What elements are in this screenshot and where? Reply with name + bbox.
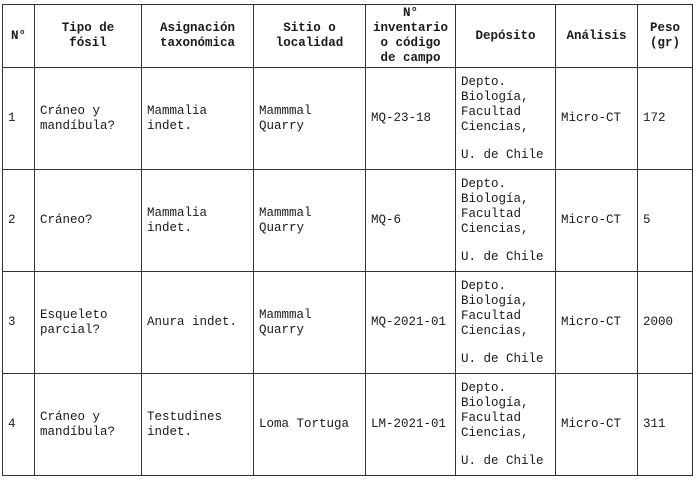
cell-peso: 311 xyxy=(638,374,693,476)
cell-deposito: Depto. Biología, Facultad Ciencias, U. de Chile xyxy=(456,374,556,476)
cell-inventario: MQ-2021-01 xyxy=(366,272,456,374)
cell-deposito: Depto. Biología, Facultad Ciencias, U. de Chile xyxy=(456,170,556,272)
cell-peso: 2000 xyxy=(638,272,693,374)
header-tipo: Tipo de fósil xyxy=(35,5,142,68)
cell-asignacion: Mammalia indet. xyxy=(142,170,254,272)
cell-tipo: Cráneo? xyxy=(35,170,142,272)
cell-asignacion: Testudines indet. xyxy=(142,374,254,476)
cell-analisis: Micro-CT xyxy=(556,272,638,374)
header-asignacion: Asignación taxonómica xyxy=(142,5,254,68)
table-row xyxy=(3,68,693,170)
cell-asignacion: Mammalia indet. xyxy=(142,68,254,170)
cell-tipo: Cráneo y mandíbula? xyxy=(35,68,142,170)
header-peso: Peso (gr) xyxy=(638,5,693,68)
header-row xyxy=(3,5,693,68)
cell-num: 4 xyxy=(3,374,35,476)
cell-analisis: Micro-CT xyxy=(556,68,638,170)
table-row xyxy=(3,374,693,476)
cell-num: 2 xyxy=(3,170,35,272)
fossil-table-wrapper xyxy=(2,4,693,476)
header-num: N° xyxy=(3,5,35,68)
cell-analisis: Micro-CT xyxy=(556,170,638,272)
cell-sitio: Loma Tortuga xyxy=(254,374,366,476)
cell-tipo: Cráneo y mandíbula? xyxy=(35,374,142,476)
cell-inventario: MQ-23-18 xyxy=(366,68,456,170)
cell-tipo: Esqueleto parcial? xyxy=(35,272,142,374)
cell-deposito: Depto. Biología, Facultad Ciencias, U. de Chile xyxy=(456,68,556,170)
cell-inventario: MQ-6 xyxy=(366,170,456,272)
header-inventario: N° inventario o código de campo xyxy=(366,5,456,68)
header-sitio: Sitio o localidad xyxy=(254,5,366,68)
cell-num: 3 xyxy=(3,272,35,374)
cell-num: 1 xyxy=(3,68,35,170)
table-row xyxy=(3,272,693,374)
cell-asignacion: Anura indet. xyxy=(142,272,254,374)
table-row xyxy=(3,170,693,272)
header-deposito: Depósito xyxy=(456,5,556,68)
cell-sitio: Mammmal Quarry xyxy=(254,272,366,374)
cell-sitio: Mammmal Quarry xyxy=(254,170,366,272)
cell-deposito: Depto. Biología, Facultad Ciencias, U. de Chile xyxy=(456,272,556,374)
fossil-table xyxy=(2,4,693,476)
cell-analisis: Micro-CT xyxy=(556,374,638,476)
cell-peso: 172 xyxy=(638,68,693,170)
cell-sitio: Mammmal Quarry xyxy=(254,68,366,170)
header-analisis: Análisis xyxy=(556,5,638,68)
cell-peso: 5 xyxy=(638,170,693,272)
cell-inventario: LM-2021-01 xyxy=(366,374,456,476)
